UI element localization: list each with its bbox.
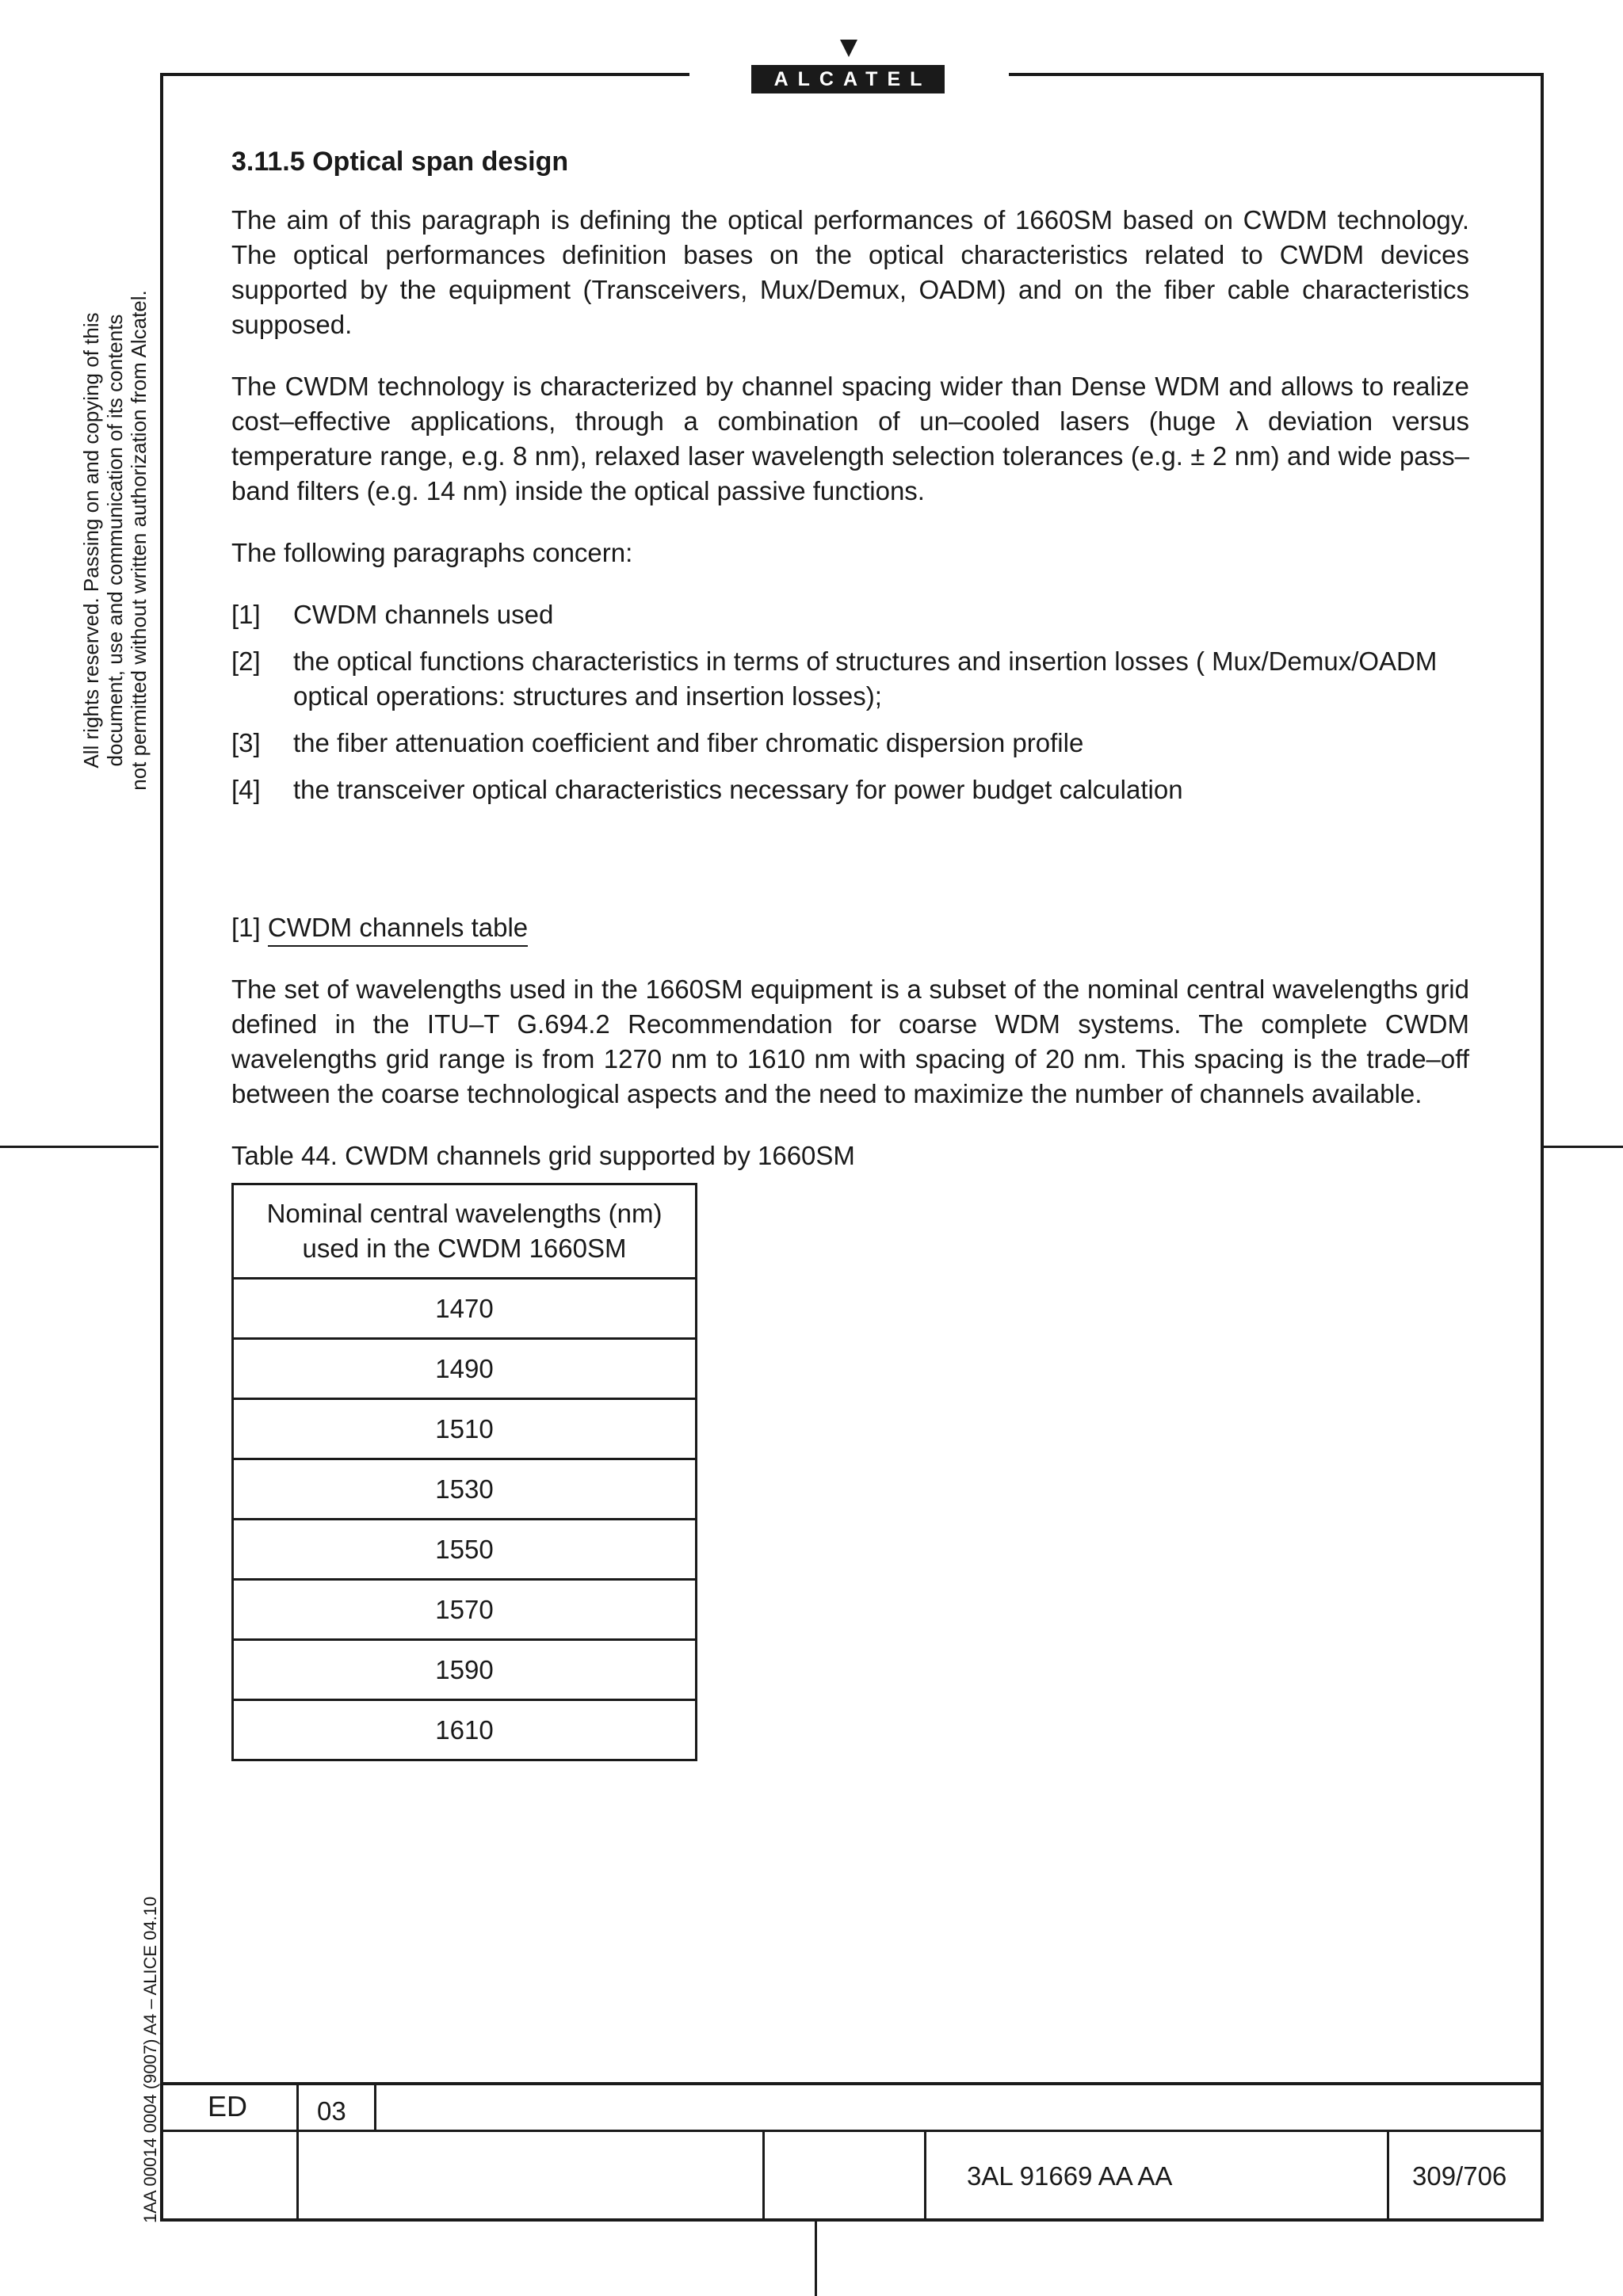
alcatel-logo [751,40,945,95]
table-header-line: used in the CWDM 1660SM [302,1234,627,1263]
table-row [233,1640,697,1700]
subsection-title: CWDM channels table [268,913,528,947]
table-row [233,1580,697,1640]
footer-block [160,2082,1544,2222]
table-cell: 1470 [233,1279,697,1339]
list-number: [2] [231,646,261,676]
table-cell: 1510 [233,1399,697,1459]
page-number: 309/706 [1412,2161,1507,2191]
list-item [231,644,1469,714]
footer-line-bottom [160,2218,1544,2222]
paragraph-cwdm-technology: The CWDM technology is characterized by channel spacing wider than Dense WDM and allows to realize cost–effective applications, through a combination of un–cooled lasers (huge λ deviation versus temperature range, e.g. 8 nm), relaxed laser wavelength selection tolerances (e.g. ± 2 nm) and wide pass–band filters (e.g. 14 nm) inside the optical passive functions. [231,372,1469,505]
footer-divider [924,2130,926,2222]
logo-text: ALCATEL [751,65,945,93]
list-text: CWDM channels used [293,600,554,629]
table-header-row [233,1184,697,1279]
section-title: 3.11.5 Optical span design [231,147,569,177]
frame-top-left [160,73,689,76]
frame-left [160,73,163,2222]
table-cell: 1610 [233,1700,697,1760]
topics-list [231,597,1469,807]
copyright-line: not permitted without written authorization from Alcatel. [127,290,151,791]
list-item [231,772,1469,807]
list-text: the optical functions characteristics in terms of structures and insertion losses ( Mux/Demux/OADM optical operations: structures and insertion losses); [293,646,1438,711]
paragraph-aim: The aim of this paragraph is defining the optical performances of 1660SM based on CWDM technology. The optical performances definition bases on the optical characteristics related to CWDM devices supported by the equipment (Transceivers, Mux/Demux, OADM) and on the fiber cable characteristics supposed. [231,205,1469,339]
table-row [233,1279,697,1339]
list-number: [4] [231,775,261,804]
edition-label: ED [208,2090,248,2122]
logo-triangle-icon [840,40,857,57]
table-cell: 1550 [233,1520,697,1580]
paragraph-following: The following paragraphs concern: [231,538,633,567]
copyright-line: All rights reserved. Passing on and copying of this [79,312,103,769]
frame-top-right [1009,73,1544,76]
table-row [233,1459,697,1520]
fold-mark-bottom [815,2222,817,2296]
footer-divider [1387,2130,1389,2222]
table-cell: 1570 [233,1580,697,1640]
table-row [233,1339,697,1399]
table-caption: Table 44. CWDM channels grid supported by 1660SM [231,1141,855,1170]
copyright-notice [79,279,151,802]
table-header-line: Nominal central wavelengths (nm) [266,1199,663,1228]
document-code: 3AL 91669 AA AA [967,2161,1173,2191]
table-cell: 1490 [233,1339,697,1399]
table-row [233,1399,697,1459]
footer-divider [296,2082,299,2222]
list-number: [1] [231,600,261,629]
form-code: 1AA 00014 0004 (9007) A4 – ALICE 04.10 [140,1896,160,2223]
edition-value: 03 [317,2096,346,2126]
fold-mark-left [0,1146,158,1148]
subsection-heading [231,910,1469,945]
page-content [231,144,1469,1761]
list-number: [3] [231,728,261,757]
copyright-line: document, use and communication of its contents [103,314,127,767]
list-text: the transceiver optical characteristics necessary for power budget calculation [293,775,1183,804]
fold-mark-right [1544,1146,1623,1148]
footer-divider [374,2082,376,2131]
table-cell: 1530 [233,1459,697,1520]
list-text: the fiber attenuation coefficient and fiber chromatic dispersion profile [293,728,1084,757]
table-row [233,1520,697,1580]
table-row [233,1700,697,1760]
footer-line-top [160,2082,1544,2085]
table-header [233,1184,697,1279]
footer-line-middle [160,2130,1544,2132]
footer-divider [762,2130,765,2222]
table-cell: 1590 [233,1640,697,1700]
paragraph-wavelength-set: The set of wavelengths used in the 1660SM equipment is a subset of the nominal central wavelengths grid defined in the ITU–T G.694.2 Recommendation for coarse WDM systems. The complete CWDM wavelengths grid range is from 1270 nm to 1610 nm with spacing of 20 nm. This spacing is the trade–off between the coarse technological aspects and the need to maximize the number of channels available. [231,974,1469,1108]
list-item [231,726,1469,761]
subsection-prefix: [1] [231,913,268,942]
list-item [231,597,1469,632]
wavelength-table [231,1183,697,1761]
